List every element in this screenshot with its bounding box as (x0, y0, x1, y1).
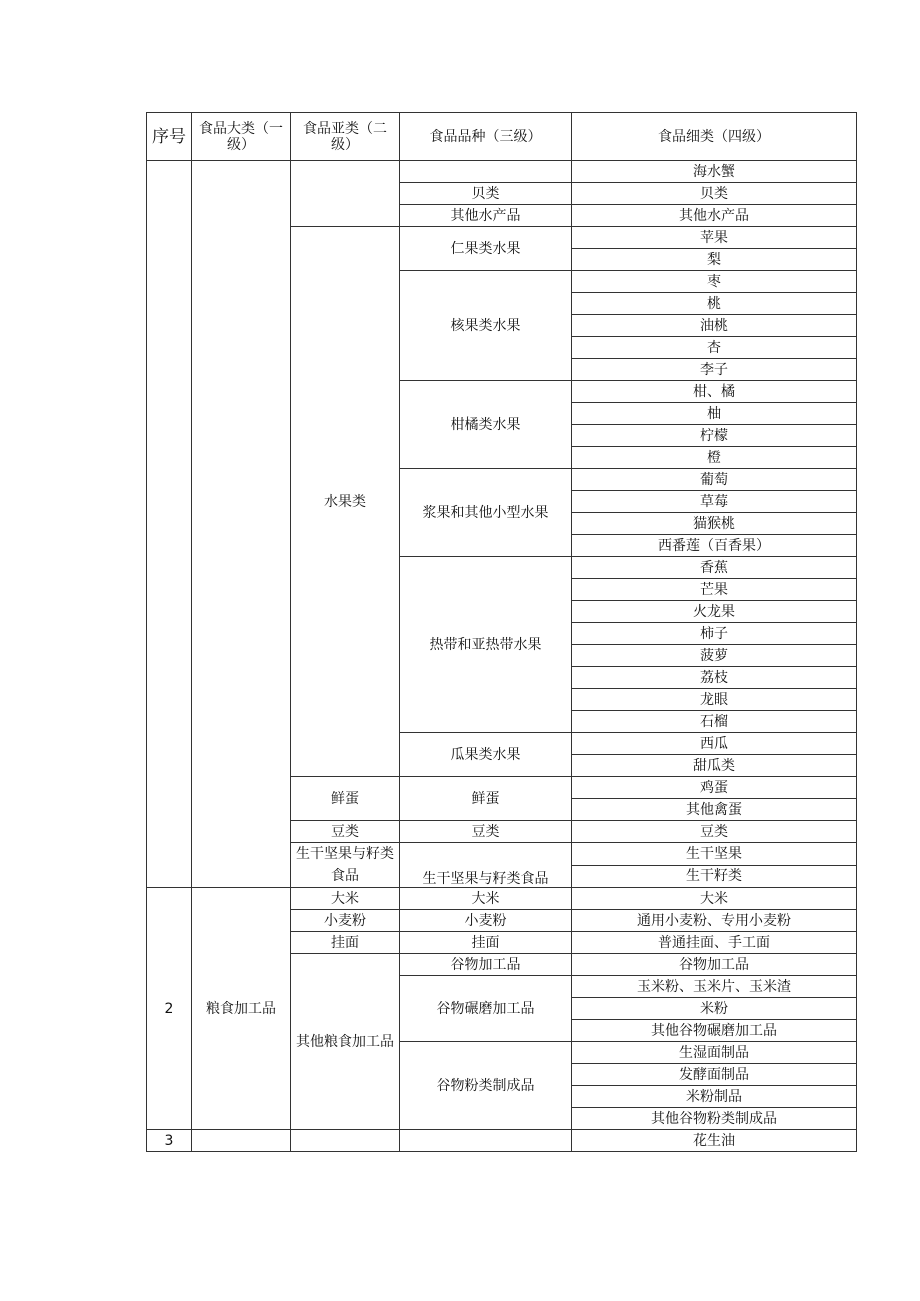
level2-cell: 大米 (291, 888, 400, 910)
level4-cell: 梨 (572, 249, 857, 271)
level4-cell: 其他谷物粉类制成品 (572, 1108, 857, 1130)
seq-cell-1 (147, 161, 192, 888)
level4-cell: 米粉 (572, 998, 857, 1020)
level4-cell: 龙眼 (572, 689, 857, 711)
level3-cell: 仁果类水果 (400, 227, 572, 271)
level3-cell: 豆类 (400, 821, 572, 843)
level3-cell: 柑橘类水果 (400, 381, 572, 469)
level4-cell: 大米 (572, 888, 857, 910)
seq-cell-3: 3 (147, 1130, 192, 1152)
level3-cell: 大米 (400, 888, 572, 910)
header-level1: 食品大类（一级） (192, 113, 291, 161)
level2-cell: 鲜蛋 (291, 777, 400, 821)
level4-cell: 海水蟹 (572, 161, 857, 183)
header-level2: 食品亚类（二级） (291, 113, 400, 161)
level4-cell: 油桃 (572, 315, 857, 337)
level3-cell: 谷物粉类制成品 (400, 1042, 572, 1130)
level2-cell: 小麦粉 (291, 910, 400, 932)
level4-cell: 生湿面制品 (572, 1042, 857, 1064)
level4-cell: 柑、橘 (572, 381, 857, 403)
level4-cell: 鸡蛋 (572, 777, 857, 799)
header-level3: 食品品种（三级） (400, 113, 572, 161)
level3-cell: 挂面 (400, 932, 572, 954)
level2-cell: 挂面 (291, 932, 400, 954)
level4-cell: 其他谷物碾磨加工品 (572, 1020, 857, 1042)
level3-cell: 谷物碾磨加工品 (400, 976, 572, 1042)
level4-cell: 生干坚果 (572, 843, 857, 866)
food-classification-table (146, 112, 857, 1152)
level2-cell-shuichanpin (291, 161, 400, 227)
level4-cell: 火龙果 (572, 601, 857, 623)
level3-cell (400, 161, 572, 183)
level4-cell: 柚 (572, 403, 857, 425)
level4-cell: 米粉制品 (572, 1086, 857, 1108)
level3-cell: 贝类 (400, 183, 572, 205)
level3-cell: 鲜蛋 (400, 777, 572, 821)
level4-cell: 葡萄 (572, 469, 857, 491)
level4-cell: 其他禽蛋 (572, 799, 857, 821)
level4-cell: 西番莲（百香果） (572, 535, 857, 557)
level4-cell: 贝类 (572, 183, 857, 205)
level4-cell: 枣 (572, 271, 857, 293)
level4-cell: 柠檬 (572, 425, 857, 447)
level3-cell: 生干坚果与籽类食品 (400, 843, 572, 888)
seq-cell-2: 2 (147, 888, 192, 1130)
header-seq: 序号 (147, 113, 192, 161)
level2-cell (291, 1130, 400, 1152)
level4-cell: 柿子 (572, 623, 857, 645)
level4-cell: 发酵面制品 (572, 1064, 857, 1086)
level4-cell: 西瓜 (572, 733, 857, 755)
level4-cell: 杏 (572, 337, 857, 359)
level2-cell: 生干坚果与籽类食品 (291, 843, 400, 888)
level4-cell: 花生油 (572, 1130, 857, 1152)
level1-cell-1 (192, 161, 291, 888)
level4-cell: 菠萝 (572, 645, 857, 667)
level4-cell: 猫猴桃 (572, 513, 857, 535)
level4-cell: 石榴 (572, 711, 857, 733)
level4-cell: 其他水产品 (572, 205, 857, 227)
level3-cell: 瓜果类水果 (400, 733, 572, 777)
level4-cell: 苹果 (572, 227, 857, 249)
level3-cell: 热带和亚热带水果 (400, 557, 572, 733)
table-row (147, 1130, 857, 1152)
header-level4: 食品细类（四级） (572, 113, 857, 161)
level4-cell: 普通挂面、手工面 (572, 932, 857, 954)
table-row (147, 888, 857, 910)
level3-cell (400, 1130, 572, 1152)
level4-cell: 通用小麦粉、专用小麦粉 (572, 910, 857, 932)
header-row (147, 113, 857, 161)
level4-cell: 香蕉 (572, 557, 857, 579)
level3-cell: 浆果和其他小型水果 (400, 469, 572, 557)
level3-cell: 核果类水果 (400, 271, 572, 381)
level4-cell: 荔枝 (572, 667, 857, 689)
level4-cell: 生干籽类 (572, 865, 857, 888)
level4-cell: 芒果 (572, 579, 857, 601)
level4-cell: 玉米粉、玉米片、玉米渣 (572, 976, 857, 998)
level4-cell: 橙 (572, 447, 857, 469)
level4-cell: 李子 (572, 359, 857, 381)
level3-cell: 谷物加工品 (400, 954, 572, 976)
level4-cell: 谷物加工品 (572, 954, 857, 976)
level4-cell: 桃 (572, 293, 857, 315)
level3-cell: 小麦粉 (400, 910, 572, 932)
level4-cell: 草莓 (572, 491, 857, 513)
level4-cell: 甜瓜类 (572, 755, 857, 777)
level3-cell: 其他水产品 (400, 205, 572, 227)
level1-cell-3 (192, 1130, 291, 1152)
level2-cell: 豆类 (291, 821, 400, 843)
level1-cell-2: 粮食加工品 (192, 888, 291, 1130)
level4-cell: 豆类 (572, 821, 857, 843)
level2-cell: 水果类 (291, 227, 400, 777)
level2-cell: 其他粮食加工品 (291, 954, 400, 1130)
table-row (147, 161, 857, 183)
